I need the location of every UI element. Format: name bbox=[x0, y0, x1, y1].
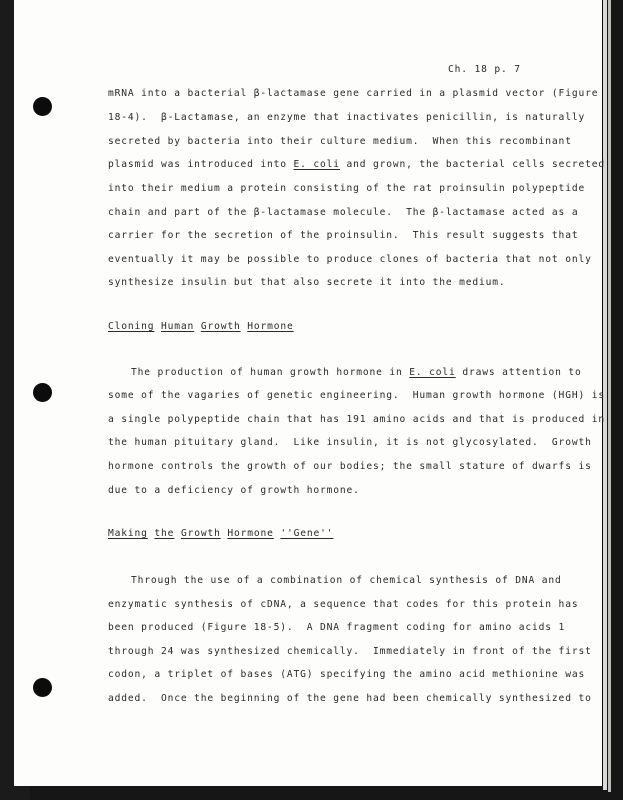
text-line: due to a deficiency of growth hormone. bbox=[108, 485, 360, 496]
text-line: 18-4). β-Lactamase, an enzyme that inactivates penicillin, is naturally bbox=[108, 112, 586, 123]
text-line: the human pituitary gland. Like insulin, it is not glycosylated. Growth bbox=[108, 437, 592, 448]
text-line: enzymatic synthesis of cDNA, a sequence that codes for this protein has bbox=[108, 599, 579, 610]
species-name: E. coli bbox=[409, 367, 456, 378]
text-line: Through the use of a combination of chemical synthesis of DNA and bbox=[131, 575, 562, 586]
section-heading: Making the Growth Hormone ''Gene'' bbox=[108, 528, 334, 539]
text-line: been produced (Figure 18-5). A DNA fragment coding for amino acids 1 bbox=[108, 622, 566, 633]
punch-hole-top bbox=[33, 97, 52, 116]
section-heading: Cloning Human Growth Hormone bbox=[108, 321, 294, 332]
text-line: into their medium a protein consisting of the rat proinsulin polypeptide bbox=[108, 183, 586, 194]
page-reference: Ch. 18 p. 7 bbox=[448, 64, 521, 75]
text-line: eventually it may be possible to produce clones of bacteria that not only bbox=[108, 254, 592, 265]
text-line: added. Once the beginning of the gene had been chemically synthesized to bbox=[108, 693, 592, 704]
text-line: some of the vagaries of genetic engineering. Human growth hormone (HGH) is bbox=[108, 390, 605, 401]
text-line: carrier for the secretion of the proinsulin. This result suggests that bbox=[108, 230, 579, 241]
text-line: mRNA into a bacterial β-lactamase gene carried in a plasmid vector (Figure bbox=[108, 88, 599, 99]
text-line: The production of human growth hormone in E. coli draws attention to bbox=[131, 367, 582, 378]
text-line: through 24 was synthesized chemically. Immediately in front of the first bbox=[108, 646, 592, 657]
text-line: a single polypeptide chain that has 191 amino acids and that is produced in bbox=[108, 414, 605, 425]
text-line: secreted by bacteria into their culture medium. When this recombinant bbox=[108, 136, 572, 147]
text-line: hormone controls the growth of our bodies; the small stature of dwarfs is bbox=[108, 461, 592, 472]
text-line: synthesize insulin but that also secrete it into the medium. bbox=[108, 277, 506, 288]
text-line: plasmid was introduced into E. coli and grown, the bacterial cells secreted bbox=[108, 159, 605, 170]
species-name: E. coli bbox=[293, 159, 340, 170]
text-line: codon, a triplet of bases (ATG) specifying the amino acid methionine was bbox=[108, 669, 586, 680]
page-edge-back bbox=[608, 0, 611, 792]
punch-hole-bottom bbox=[33, 678, 52, 697]
punch-hole-middle bbox=[33, 383, 52, 402]
text-line: chain and part of the β-lactamase molecule. The β-lactamase acted as a bbox=[108, 207, 579, 218]
